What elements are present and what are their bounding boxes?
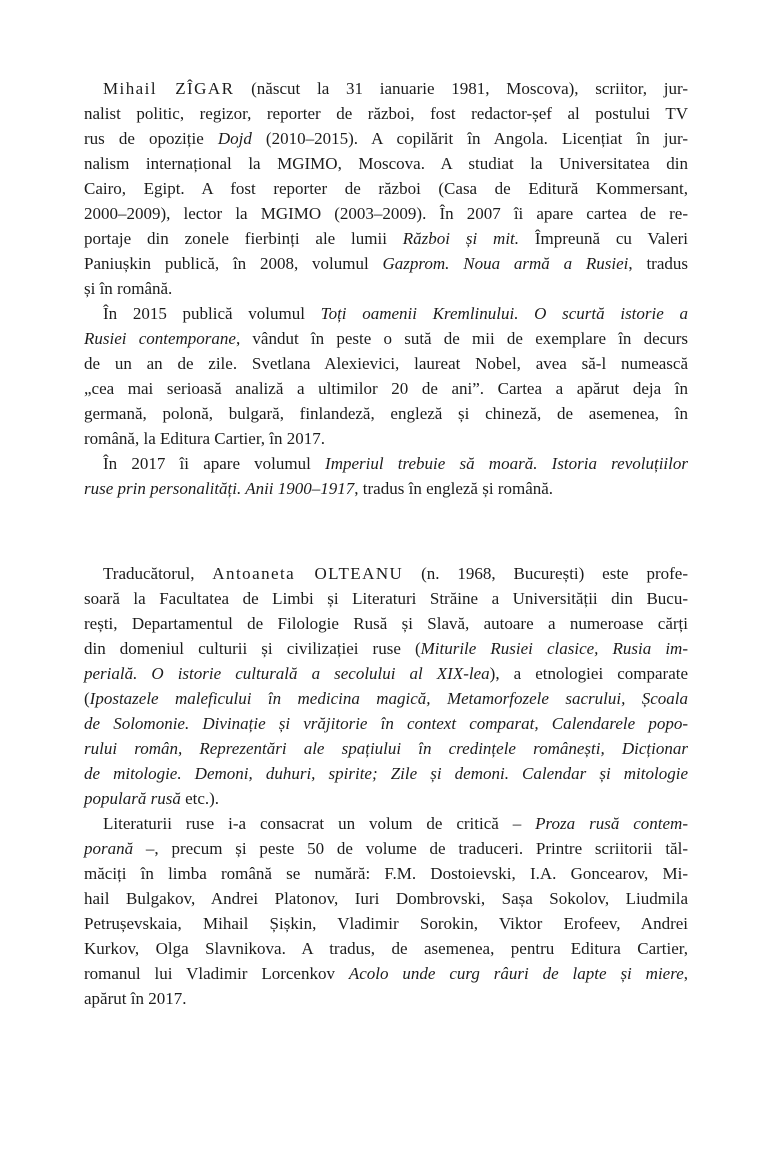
- text-run: perială. O istorie culturală a secolului al XIX-lea: [84, 664, 490, 683]
- text-line: [84, 711, 688, 736]
- text-run: rești, Departamentul de Filologie Rusă și Slavă, autoare a numeroase cărți: [84, 614, 688, 633]
- text-line: [84, 101, 688, 126]
- text-run: porană: [84, 839, 134, 858]
- text-line: [84, 401, 688, 426]
- text-run: și în română.: [84, 279, 173, 298]
- text-run: Proza rusă contem-: [535, 814, 688, 833]
- text-run: Mihail ZÎGAR: [103, 79, 235, 98]
- text-run: Cairo, Egipt. A fost reporter de război (Casa de Editură Kommersant,: [84, 179, 688, 198]
- text-line: [84, 326, 688, 351]
- text-run: Acolo unde curg râuri de lapte și miere: [348, 964, 684, 983]
- text-run: Miturile Rusiei clasice, Rusia im-: [420, 639, 688, 658]
- text-line: [84, 636, 688, 661]
- text-run: (n. 1968, București) este profe-: [403, 564, 688, 583]
- text-run: (2010–2015). A copilărit în Angola. Licențiat în jur-: [251, 129, 688, 148]
- text-run: nalist politic, regizor, reporter de război, fost redactor-șef al postului TV: [84, 104, 688, 123]
- text-line: [84, 351, 688, 376]
- text-run: etc.).: [180, 789, 220, 808]
- text-run: Literaturii ruse i-a consacrat un volum de critică –: [103, 814, 536, 833]
- text-run: „cea mai serioasă analiză a ultimilor 20 de ani”. Cartea a apărut deja în: [84, 379, 688, 398]
- text-line: [84, 226, 688, 251]
- text-run: romanul lui Vladimir Lorcenkov: [84, 964, 349, 983]
- text-run: , tradus în engleză și română.: [354, 479, 554, 498]
- text-line: [84, 201, 688, 226]
- text-line: [84, 151, 688, 176]
- text-line: [84, 861, 688, 886]
- text-line: [84, 786, 688, 811]
- text-run: Antoaneta OLTEANU: [212, 564, 404, 583]
- text-run: rus de opoziție: [84, 129, 218, 148]
- text-run: Imperiul trebuie să moară. Istoria revoluțiilor: [325, 454, 688, 473]
- text-run: Rusiei contemporane: [84, 329, 236, 348]
- text-line: [84, 276, 688, 301]
- text-run: din domeniul culturii și civilizației ruse (: [84, 639, 421, 658]
- text-line: [84, 451, 688, 476]
- text-run: Dojd: [217, 129, 252, 148]
- text-run: Kurkov, Olga Slavnikova. A tradus, de asemenea, pentru Editura Cartier,: [84, 939, 688, 958]
- text-line: [84, 936, 688, 961]
- text-run: În 2015 publică volumul: [103, 304, 321, 323]
- text-run: , vândut în peste o sută de mii de exemplare în decurs: [235, 329, 688, 348]
- text-run: ,: [683, 964, 688, 983]
- text-line: [84, 886, 688, 911]
- text-run: română, la Editura Cartier, în 2017.: [84, 429, 326, 448]
- text-line: [84, 611, 688, 636]
- text-run: germană, polonă, bulgară, finlandeză, engleză și chineză, de asemenea, în: [84, 404, 688, 423]
- text-line: [84, 561, 688, 586]
- text-run: Împreună cu Valeri: [519, 229, 688, 248]
- text-run: populară rusă: [84, 789, 181, 808]
- text-run: apărut în 2017.: [84, 989, 187, 1008]
- text-run: de Solomonie. Divinație și vrăjitorie în context comparat, Calendarele popo-: [84, 714, 688, 733]
- text-line: [84, 686, 688, 711]
- text-run: Traducătorul,: [103, 564, 213, 583]
- text-run: nalism internațional la MGIMO, Moscova. A studiat la Universitatea din: [84, 154, 688, 173]
- text-run: ruse prin personalități. Anii 1900–1917: [84, 479, 355, 498]
- text-run: rului român, Reprezentări ale spațiului în credințele românești, Dicționar: [84, 739, 688, 758]
- text-line: [84, 661, 688, 686]
- text-run: Toți oamenii Kremlinului. O scurtă istorie a: [320, 304, 688, 323]
- text-run: –, precum și peste 50 de volume de traduceri. Printre scriitorii tăl-: [133, 839, 688, 858]
- text-line: [84, 911, 688, 936]
- page-body-text: [84, 76, 688, 1011]
- text-line: [84, 476, 688, 501]
- text-line: [84, 301, 688, 326]
- text-line: [84, 376, 688, 401]
- text-run: portaje din zonele fierbinți ale lumii: [84, 229, 403, 248]
- text-run: soară la Facultatea de Limbi și Literaturi Străine a Universității din Bucu-: [84, 589, 688, 608]
- text-run: (: [84, 689, 90, 708]
- text-line: [84, 736, 688, 761]
- text-line: [84, 176, 688, 201]
- text-run: , tradus: [628, 254, 688, 273]
- text-run: (născut la 31 ianuarie 1981, Moscova), scriitor, jur-: [234, 79, 688, 98]
- text-run: de un an de zile. Svetlana Alexievici, laureat Nobel, avea să-l numească: [84, 354, 688, 373]
- text-line: [84, 811, 688, 836]
- text-run: 2000–2009), lector la MGIMO (2003–2009). În 2007 îi apare cartea de re-: [84, 204, 688, 223]
- text-run: hail Bulgakov, Andrei Platonov, Iuri Dombrovski, Sașa Sokolov, Liudmila: [84, 889, 688, 908]
- text-run: Paniușkin publică, în 2008, volumul: [84, 254, 383, 273]
- text-run: măciți în limba română se numără: F.M. Dostoievski, I.A. Goncearov, Mi-: [84, 864, 688, 883]
- text-run: Ipostazele maleficului în medicina magică, Metamorfozele sacrului, Școala: [89, 689, 688, 708]
- text-run: Gazprom. Noua armă a Rusiei: [382, 254, 629, 273]
- text-line: [84, 761, 688, 786]
- text-run: Război și mit.: [402, 229, 520, 248]
- text-line: [84, 251, 688, 276]
- text-run: de mitologie. Demoni, duhuri, spirite; Zile și demoni. Calendar și mitologie: [84, 764, 688, 783]
- text-run: În 2017 îi apare volumul: [103, 454, 326, 473]
- text-line: [84, 586, 688, 611]
- text-line: [84, 426, 688, 451]
- text-line: [84, 76, 688, 101]
- text-line: [84, 961, 688, 986]
- text-run: Petrușevskaia, Mihail Șișkin, Vladimir Sorokin, Viktor Erofeev, Andrei: [84, 914, 688, 933]
- text-line: [84, 836, 688, 861]
- text-run: ), a etnologiei comparate: [489, 664, 689, 683]
- text-line: [84, 126, 688, 151]
- text-line: [84, 986, 688, 1011]
